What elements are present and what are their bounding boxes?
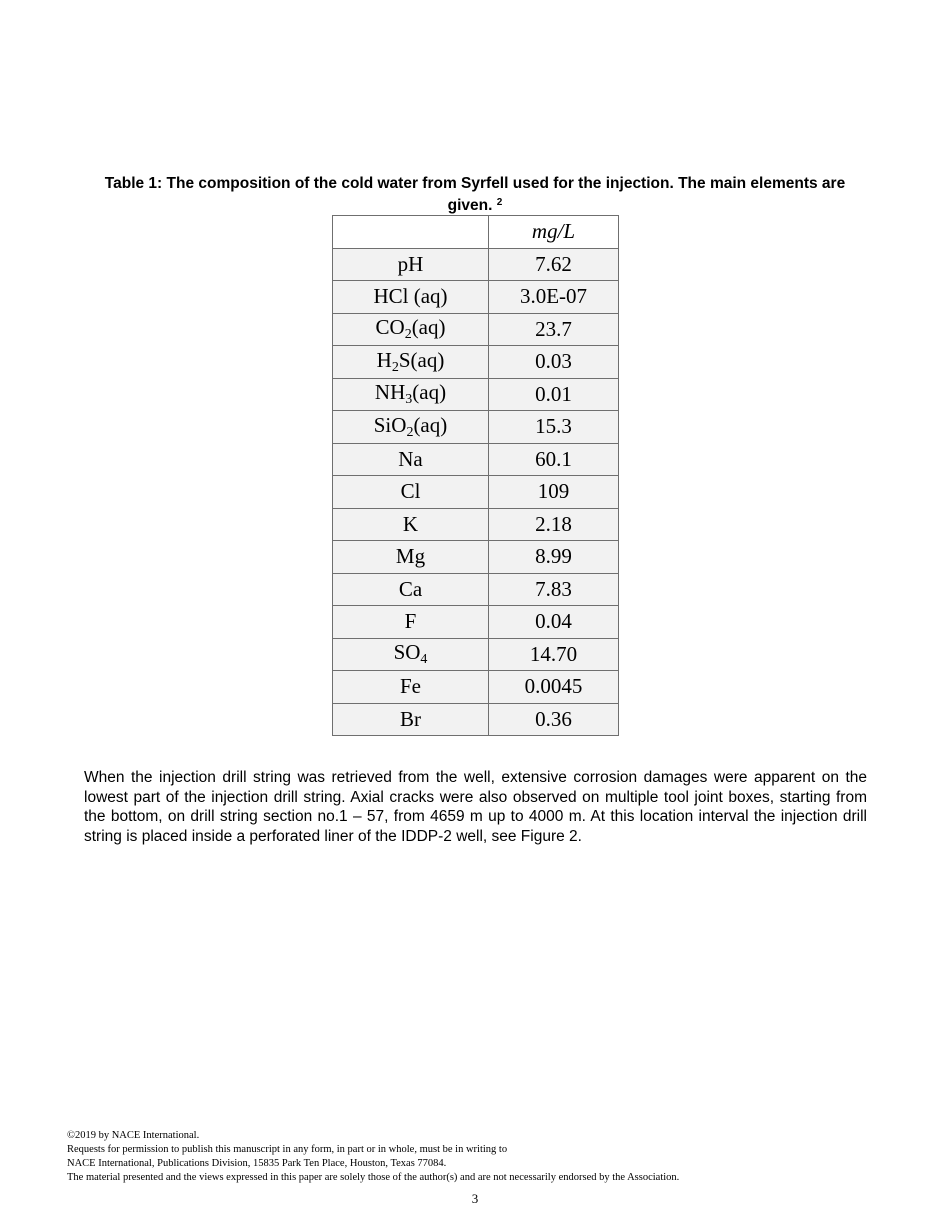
element-subscript: 2 (406, 424, 414, 440)
concentration-cell: 14.70 (489, 638, 619, 671)
concentration-cell: 7.83 (489, 573, 619, 606)
element-suffix: (aq) (411, 315, 446, 340)
element-name: Cl (400, 479, 421, 504)
concentration-cell: 15.3 (489, 411, 619, 444)
element-name: CO (375, 315, 405, 340)
element-name: HCl (aq) (373, 284, 448, 309)
table-row (333, 281, 619, 314)
element-cell (333, 378, 489, 411)
element-name: H (376, 347, 392, 372)
element-cell (333, 443, 489, 476)
footer-line: The material presented and the views expressed in this paper are solely those of the author(s) and are not necessarily endorsed by the Association. (67, 1172, 680, 1183)
table-row (333, 313, 619, 346)
concentration-cell: 2.18 (489, 508, 619, 541)
element-name: pH (397, 251, 424, 276)
element-suffix: (aq) (413, 412, 448, 437)
concentration-cell: 0.01 (489, 378, 619, 411)
table-header-row (333, 216, 619, 249)
element-cell (333, 248, 489, 281)
concentration-cell: 0.03 (489, 346, 619, 379)
table-row (333, 508, 619, 541)
table-row (333, 638, 619, 671)
concentration-cell: 8.99 (489, 541, 619, 574)
concentration-cell: 23.7 (489, 313, 619, 346)
table-row (333, 541, 619, 574)
element-subscript: 2 (404, 327, 412, 343)
header-cell-unit: mg/L (489, 216, 619, 249)
element-name: K (402, 511, 419, 536)
caption-text: Table 1: The composition of the cold water from Syrfell used for the injection. The main elements are given. (104, 175, 846, 214)
element-cell (333, 508, 489, 541)
element-name: Br (400, 706, 421, 731)
table-row (333, 248, 619, 281)
caption-reference: 2 (496, 197, 503, 208)
element-cell (333, 703, 489, 736)
concentration-cell: 0.0045 (489, 671, 619, 704)
footer-line: NACE International, Publications Division, 15835 Park Ten Place, Houston, Texas 77084. (67, 1158, 447, 1169)
concentration-cell: 60.1 (489, 443, 619, 476)
element-name: Ca (398, 576, 423, 601)
element-cell (333, 346, 489, 379)
element-cell (333, 313, 489, 346)
footer-line: ©2019 by NACE International. (67, 1130, 200, 1141)
element-cell (333, 671, 489, 704)
header-cell-element (333, 216, 489, 249)
element-cell (333, 541, 489, 574)
element-name: Mg (395, 544, 426, 569)
table-row (333, 476, 619, 509)
element-suffix: (aq) (412, 380, 447, 405)
element-name: Fe (400, 674, 421, 699)
footer-line: Requests for permission to publish this manuscript in any form, in part or in whole, must be in writing to (67, 1144, 508, 1155)
element-name: Na (398, 446, 423, 471)
table-row (333, 346, 619, 379)
element-suffix: S(aq) (398, 347, 445, 372)
page-number: 3 (471, 1191, 479, 1206)
element-subscript: 2 (391, 359, 399, 375)
composition-table (332, 215, 619, 736)
copyright-footer (67, 1129, 887, 1185)
element-cell (333, 638, 489, 671)
concentration-cell: 0.04 (489, 606, 619, 639)
concentration-cell: 3.0E-07 (489, 281, 619, 314)
element-cell (333, 606, 489, 639)
table-row (333, 443, 619, 476)
table-row (333, 378, 619, 411)
table-row (333, 573, 619, 606)
concentration-cell: 0.36 (489, 703, 619, 736)
element-subscript: 3 (405, 392, 413, 408)
table-row (333, 606, 619, 639)
element-cell (333, 411, 489, 444)
element-subscript: 4 (420, 652, 428, 668)
element-cell (333, 573, 489, 606)
table-row (333, 671, 619, 704)
table-row (333, 411, 619, 444)
element-cell (333, 476, 489, 509)
element-name: NH (374, 380, 406, 405)
element-name: F (404, 609, 417, 634)
element-name: SO (393, 640, 421, 665)
body-paragraph: When the injection drill string was retrieved from the well, extensive corrosion damages were apparent on the lowest part of the injection drill string. Axial cracks were also observed on multiple tool joint boxes, starting from the bottom, on drill string section no.1 – 57, from 4659 m up to 4000 m. At this location interval the injection drill string is placed inside a perforated liner of the IDDP-2 well, see Figure 2. (84, 769, 867, 845)
table-caption (100, 174, 850, 215)
concentration-cell: 7.62 (489, 248, 619, 281)
element-name: SiO (373, 412, 407, 437)
table-row (333, 703, 619, 736)
concentration-cell: 109 (489, 476, 619, 509)
element-cell (333, 281, 489, 314)
